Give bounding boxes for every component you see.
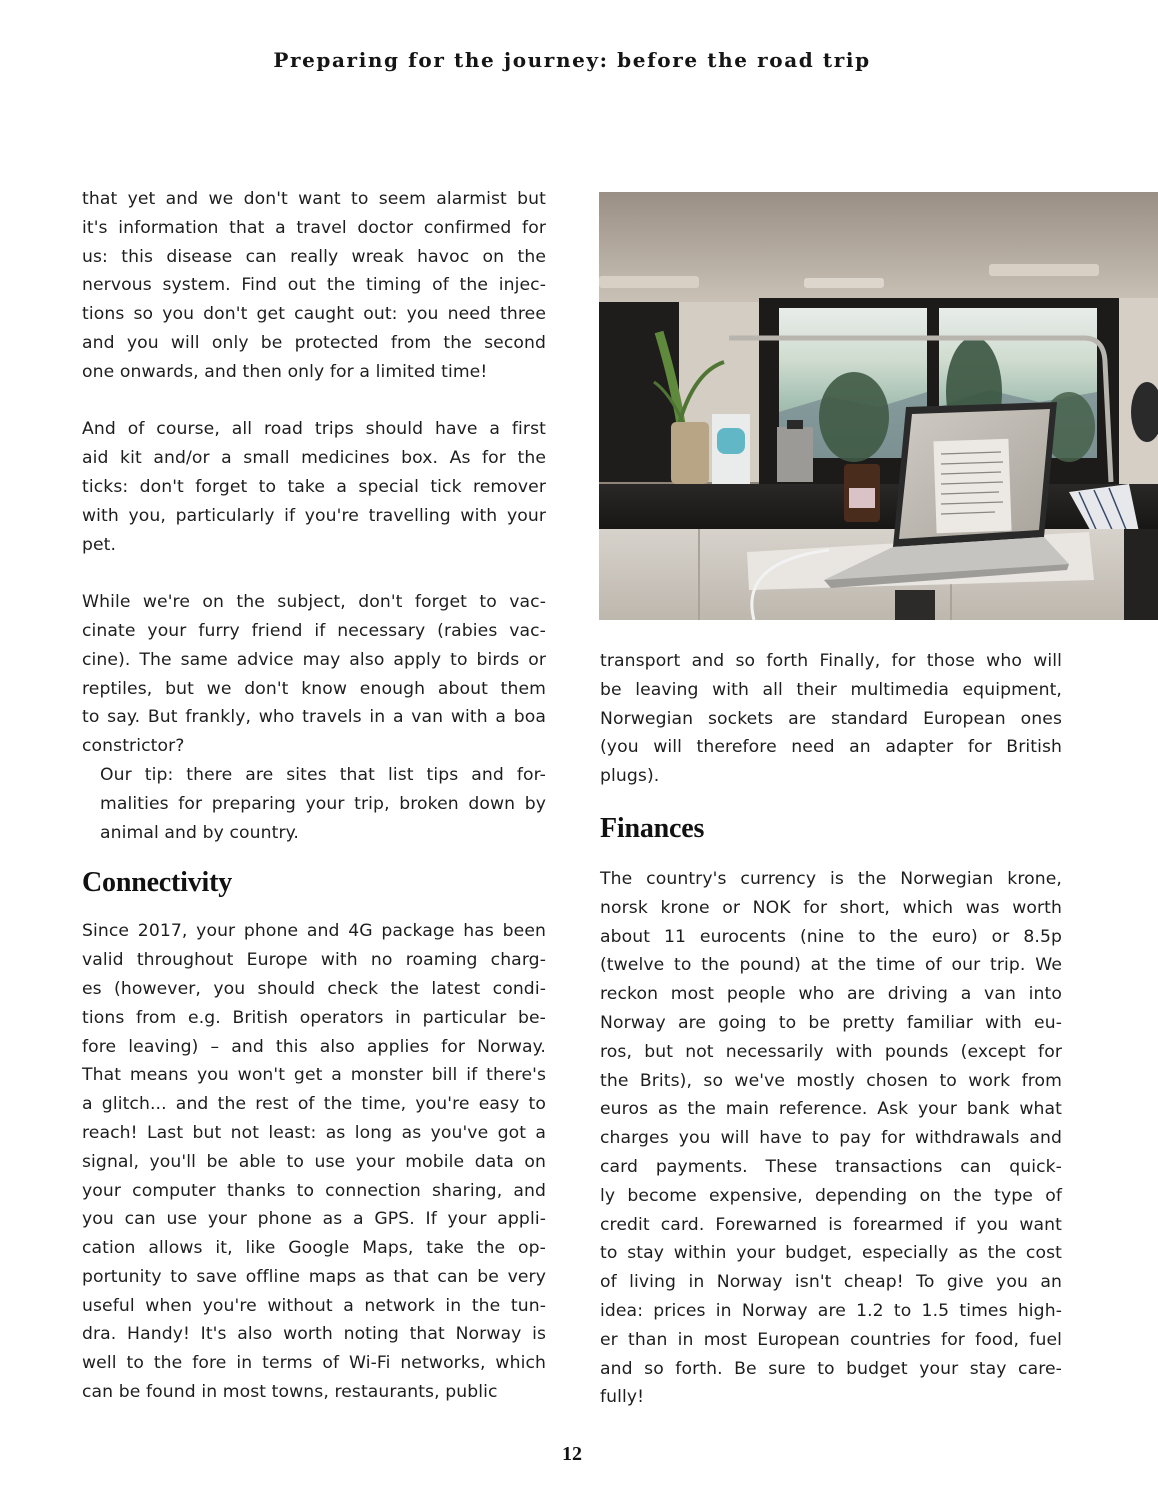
text-line: portunity to save offline maps as that can be very (82, 1266, 546, 1287)
text-line: us: this disease can really wreak havoc on the (82, 246, 546, 267)
paragraph-finances (600, 865, 1062, 1412)
running-header-title: Preparing for the journey: before the road trip (273, 48, 871, 72)
text-line: norsk krone or NOK for short, which was worth (600, 897, 1062, 918)
text-line: tions from e.g. British operators in particular be- (82, 1007, 546, 1028)
text-line: (you will therefore need an adapter for British (600, 737, 1062, 758)
text-line: es (however, you should check the latest condi- (82, 978, 546, 999)
text-line: reach! Last but not least: as long as you've got a (82, 1122, 546, 1143)
text-line: ticks: don't forget to take a special tick remover (82, 476, 546, 497)
text-line: dra. Handy! It's also worth noting that Norway is (82, 1324, 546, 1345)
text-line: (twelve to the pound) at the time of our trip. We (600, 955, 1062, 976)
text-line: cation allows it, like Google Maps, take the op- (82, 1238, 546, 1259)
text-line: ly become expensive, depending on the type of (600, 1185, 1062, 1206)
text-line: your computer thanks to connection sharing, and (82, 1180, 546, 1201)
paragraph-pets (82, 588, 546, 761)
text-line: constrictor? (82, 736, 185, 757)
text-line: Norwegian sockets are standard European ones (600, 708, 1062, 729)
text-line: can be found in most towns, restaurants, public (82, 1382, 498, 1403)
text-line: the Brits), so we've mostly chosen to work from (600, 1070, 1062, 1091)
text-line: of living in Norway isn't cheap! To give you an (600, 1272, 1062, 1293)
van-interior-photo (599, 192, 1158, 620)
text-line: well to the fore in terms of Wi-Fi networks, which (82, 1353, 546, 1374)
page-number: 12 (562, 1443, 582, 1465)
left-column (82, 185, 546, 1407)
text-line: that yet and we don't want to seem alarmist but (82, 189, 546, 209)
text-line: plugs). (600, 766, 660, 787)
text-line: euros as the main reference. Ask your bank what (600, 1099, 1062, 1120)
text-line: valid throughout Europe with no roaming charg- (82, 950, 546, 971)
text-line: malities for preparing your trip, broken down by (100, 793, 546, 814)
text-line: signal, you'll be able to use your mobile data on (82, 1151, 546, 1172)
paragraph-first-aid (82, 415, 546, 559)
text-line: you can use your phone as a GPS. If your appli- (82, 1209, 546, 1230)
text-line: aid kit and/or a small medicines box. As for the (82, 448, 546, 469)
heading-connectivity: Connectivity (82, 867, 233, 899)
paragraph-sockets (600, 647, 1062, 791)
heading-finances: Finances (600, 812, 705, 844)
text-line: tions so you don't get caught out: you need three (82, 304, 546, 325)
text-line: useful when you're without a network in the tun- (82, 1295, 546, 1316)
text-line: one onwards, and then only for a limited time! (82, 361, 488, 382)
text-line: to stay within your budget, especially as the cost (600, 1243, 1062, 1264)
text-line: fully! (600, 1387, 645, 1408)
text-line: Since 2017, your phone and 4G package has been (82, 921, 546, 942)
text-line: credit card. Forewarned is forearmed if you want (600, 1214, 1062, 1235)
text-line: with you, particularly if you're travelling with your (82, 505, 546, 526)
text-line: pet. (82, 534, 117, 555)
text-line: cinate your furry friend if necessary (rabies vac- (82, 620, 546, 641)
text-line: Norway are going to be pretty familiar with eu- (600, 1012, 1062, 1033)
text-line: transport and so forth Finally, for those who will (600, 651, 1062, 671)
text-line: And of course, all road trips should have a first (82, 419, 546, 440)
text-line: nervous system. Find out the timing of the injec- (82, 275, 546, 296)
text-line: er than in most European countries for food, fuel (600, 1329, 1062, 1350)
text-line: card payments. These transactions can quick- (600, 1156, 1062, 1177)
text-line: to say. But frankly, who travels in a van with a boa (82, 707, 546, 728)
text-line: and so forth. Be sure to budget your stay care- (600, 1358, 1062, 1379)
text-line: Our tip: there are sites that list tips and for- (100, 764, 546, 785)
text-line: That means you won't get a monster bill if there's (82, 1065, 546, 1086)
text-line: a glitch... and the rest of the time, you're easy to (82, 1094, 546, 1115)
text-line: reptiles, but we don't know enough about them (82, 678, 546, 699)
text-line: about 11 eurocents (nine to the euro) or 8.5p (600, 926, 1062, 947)
text-line: be leaving with all their multimedia equipment, (600, 679, 1062, 700)
text-line: charges you will have to pay for withdrawals and (600, 1128, 1062, 1149)
right-column (600, 647, 1062, 1412)
text-line: The country's currency is the Norwegian krone, (600, 868, 1062, 889)
text-line: it's information that a travel doctor confirmed for (82, 217, 546, 238)
photo-illustration (599, 192, 1158, 620)
text-line: animal and by country. (100, 822, 299, 843)
paragraph-tip (82, 761, 546, 847)
text-line: reckon most people who are driving a van into (600, 984, 1062, 1005)
paragraph-connectivity (82, 917, 546, 1407)
text-line: idea: prices in Norway are 1.2 to 1.5 times high- (600, 1300, 1062, 1321)
paragraph-injections (82, 185, 546, 387)
text-line: and you will only be protected from the second (82, 332, 546, 353)
text-line: While we're on the subject, don't forget to vac- (82, 592, 546, 613)
text-line: cine). The same advice may also apply to birds or (82, 649, 546, 670)
text-line: ros, but not necessarily with pounds (except for (600, 1041, 1062, 1062)
text-line: fore leaving) – and this also applies for Norway. (82, 1036, 546, 1057)
